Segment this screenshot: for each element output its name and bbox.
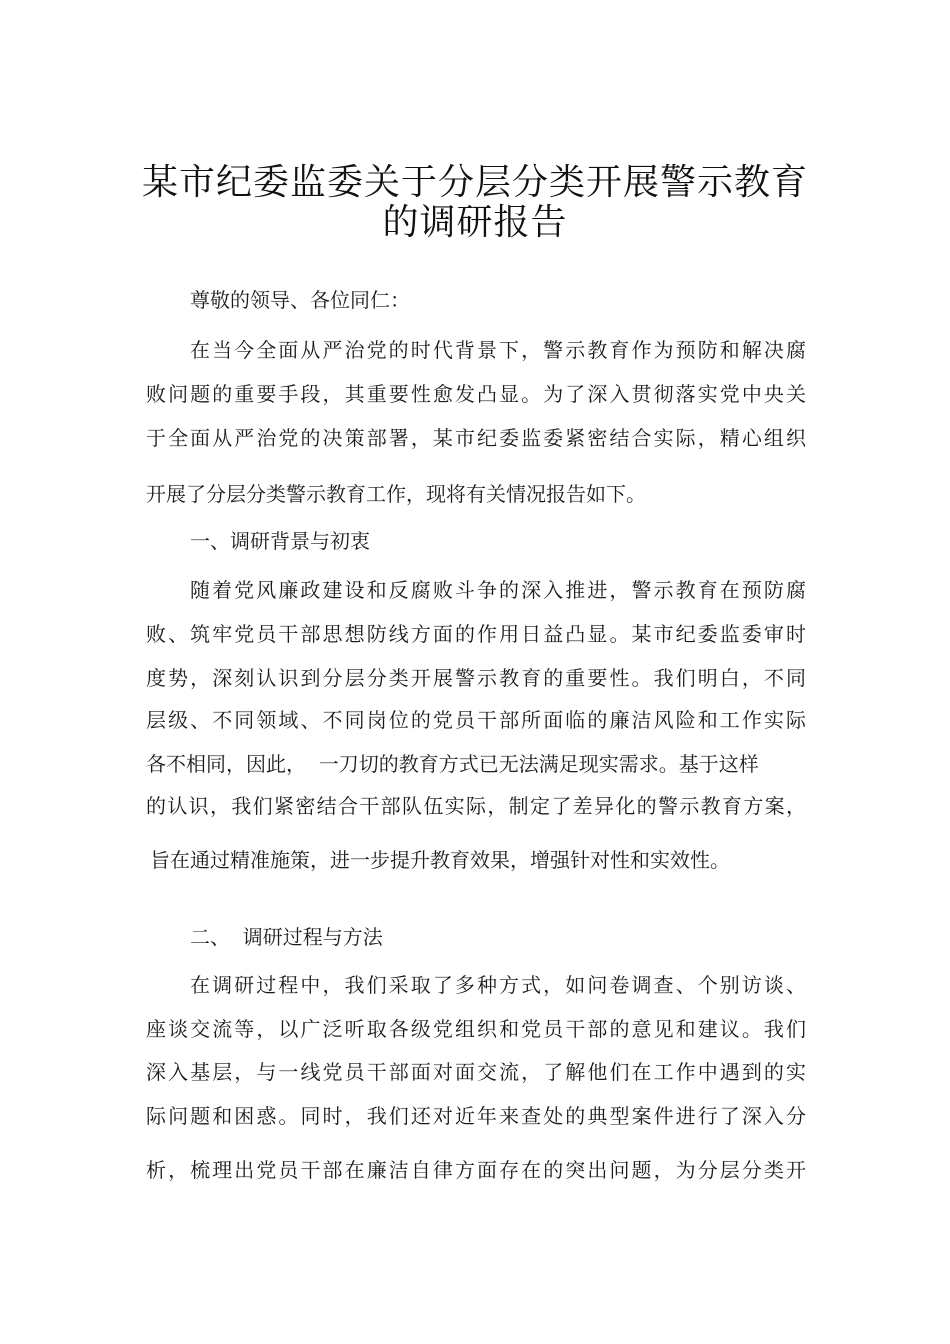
document-title-line-1: 某市纪委监委关于分层分类开展警示教育 [141, 162, 808, 203]
section-2-line-5: 析，梳理出党员干部在廉洁自律方面存在的突出问题，为分层分类开 [146, 1158, 806, 1182]
section-1-line-7: 旨在通过精准施策，进一步提升教育效果，增强针对性和实效性。 [150, 848, 730, 872]
section-1-line-6: 的认识，我们紧密结合干部队伍实际，制定了差异化的警示教育方案， [146, 794, 806, 818]
section-2-line-4: 际问题和困惑。同时，我们还对近年来查处的典型案件进行了深入分 [146, 1104, 806, 1128]
intro-line-4: 开展了分层分类警示教育工作，现将有关情况报告如下。 [146, 482, 646, 506]
intro-line-3: 于全面从严治党的决策部署，某市纪委监委紧密结合实际，精心组织 [146, 426, 806, 450]
intro-line-1: 在当今全面从严治党的时代背景下，警示教育作为预防和解决腐 [190, 338, 806, 362]
intro-line-2: 败问题的重要手段，其重要性愈发凸显。为了深入贯彻落实党中央关 [146, 382, 806, 406]
section-2-line-3: 深入基层，与一线党员干部面对面交流，了解他们在工作中遇到的实 [146, 1060, 806, 1084]
section-1-line-5: 各不相同，因此， 一刀切的教育方式已无法满足现实需求。基于这样 [146, 752, 759, 776]
section-2-heading: 二、 调研过程与方法 [190, 925, 383, 949]
section-2-line-1: 在调研过程中，我们采取了多种方式，如问卷调查、个别访谈、 [190, 973, 806, 997]
section-1-line-2: 败、筑牢党员干部思想防线方面的作用日益凸显。某市纪委监委审时 [146, 622, 806, 646]
section-1-line-3: 度势，深刻认识到分层分类开展警示教育的重要性。我们明白，不同 [146, 666, 806, 690]
section-2-line-2: 座谈交流等，以广泛听取各级党组织和党员干部的意见和建议。我们 [146, 1017, 806, 1041]
section-1-line-1: 随着党风廉政建设和反腐败斗争的深入推进，警示教育在预防腐 [190, 578, 806, 602]
section-1-heading: 一、调研背景与初衷 [190, 529, 370, 553]
salutation: 尊敬的领导、各位同仁： [190, 288, 410, 312]
section-1-line-4: 层级、不同领域、不同岗位的党员干部所面临的廉洁风险和工作实际 [146, 708, 806, 732]
document-title-line-2: 的调研报告 [382, 202, 568, 243]
